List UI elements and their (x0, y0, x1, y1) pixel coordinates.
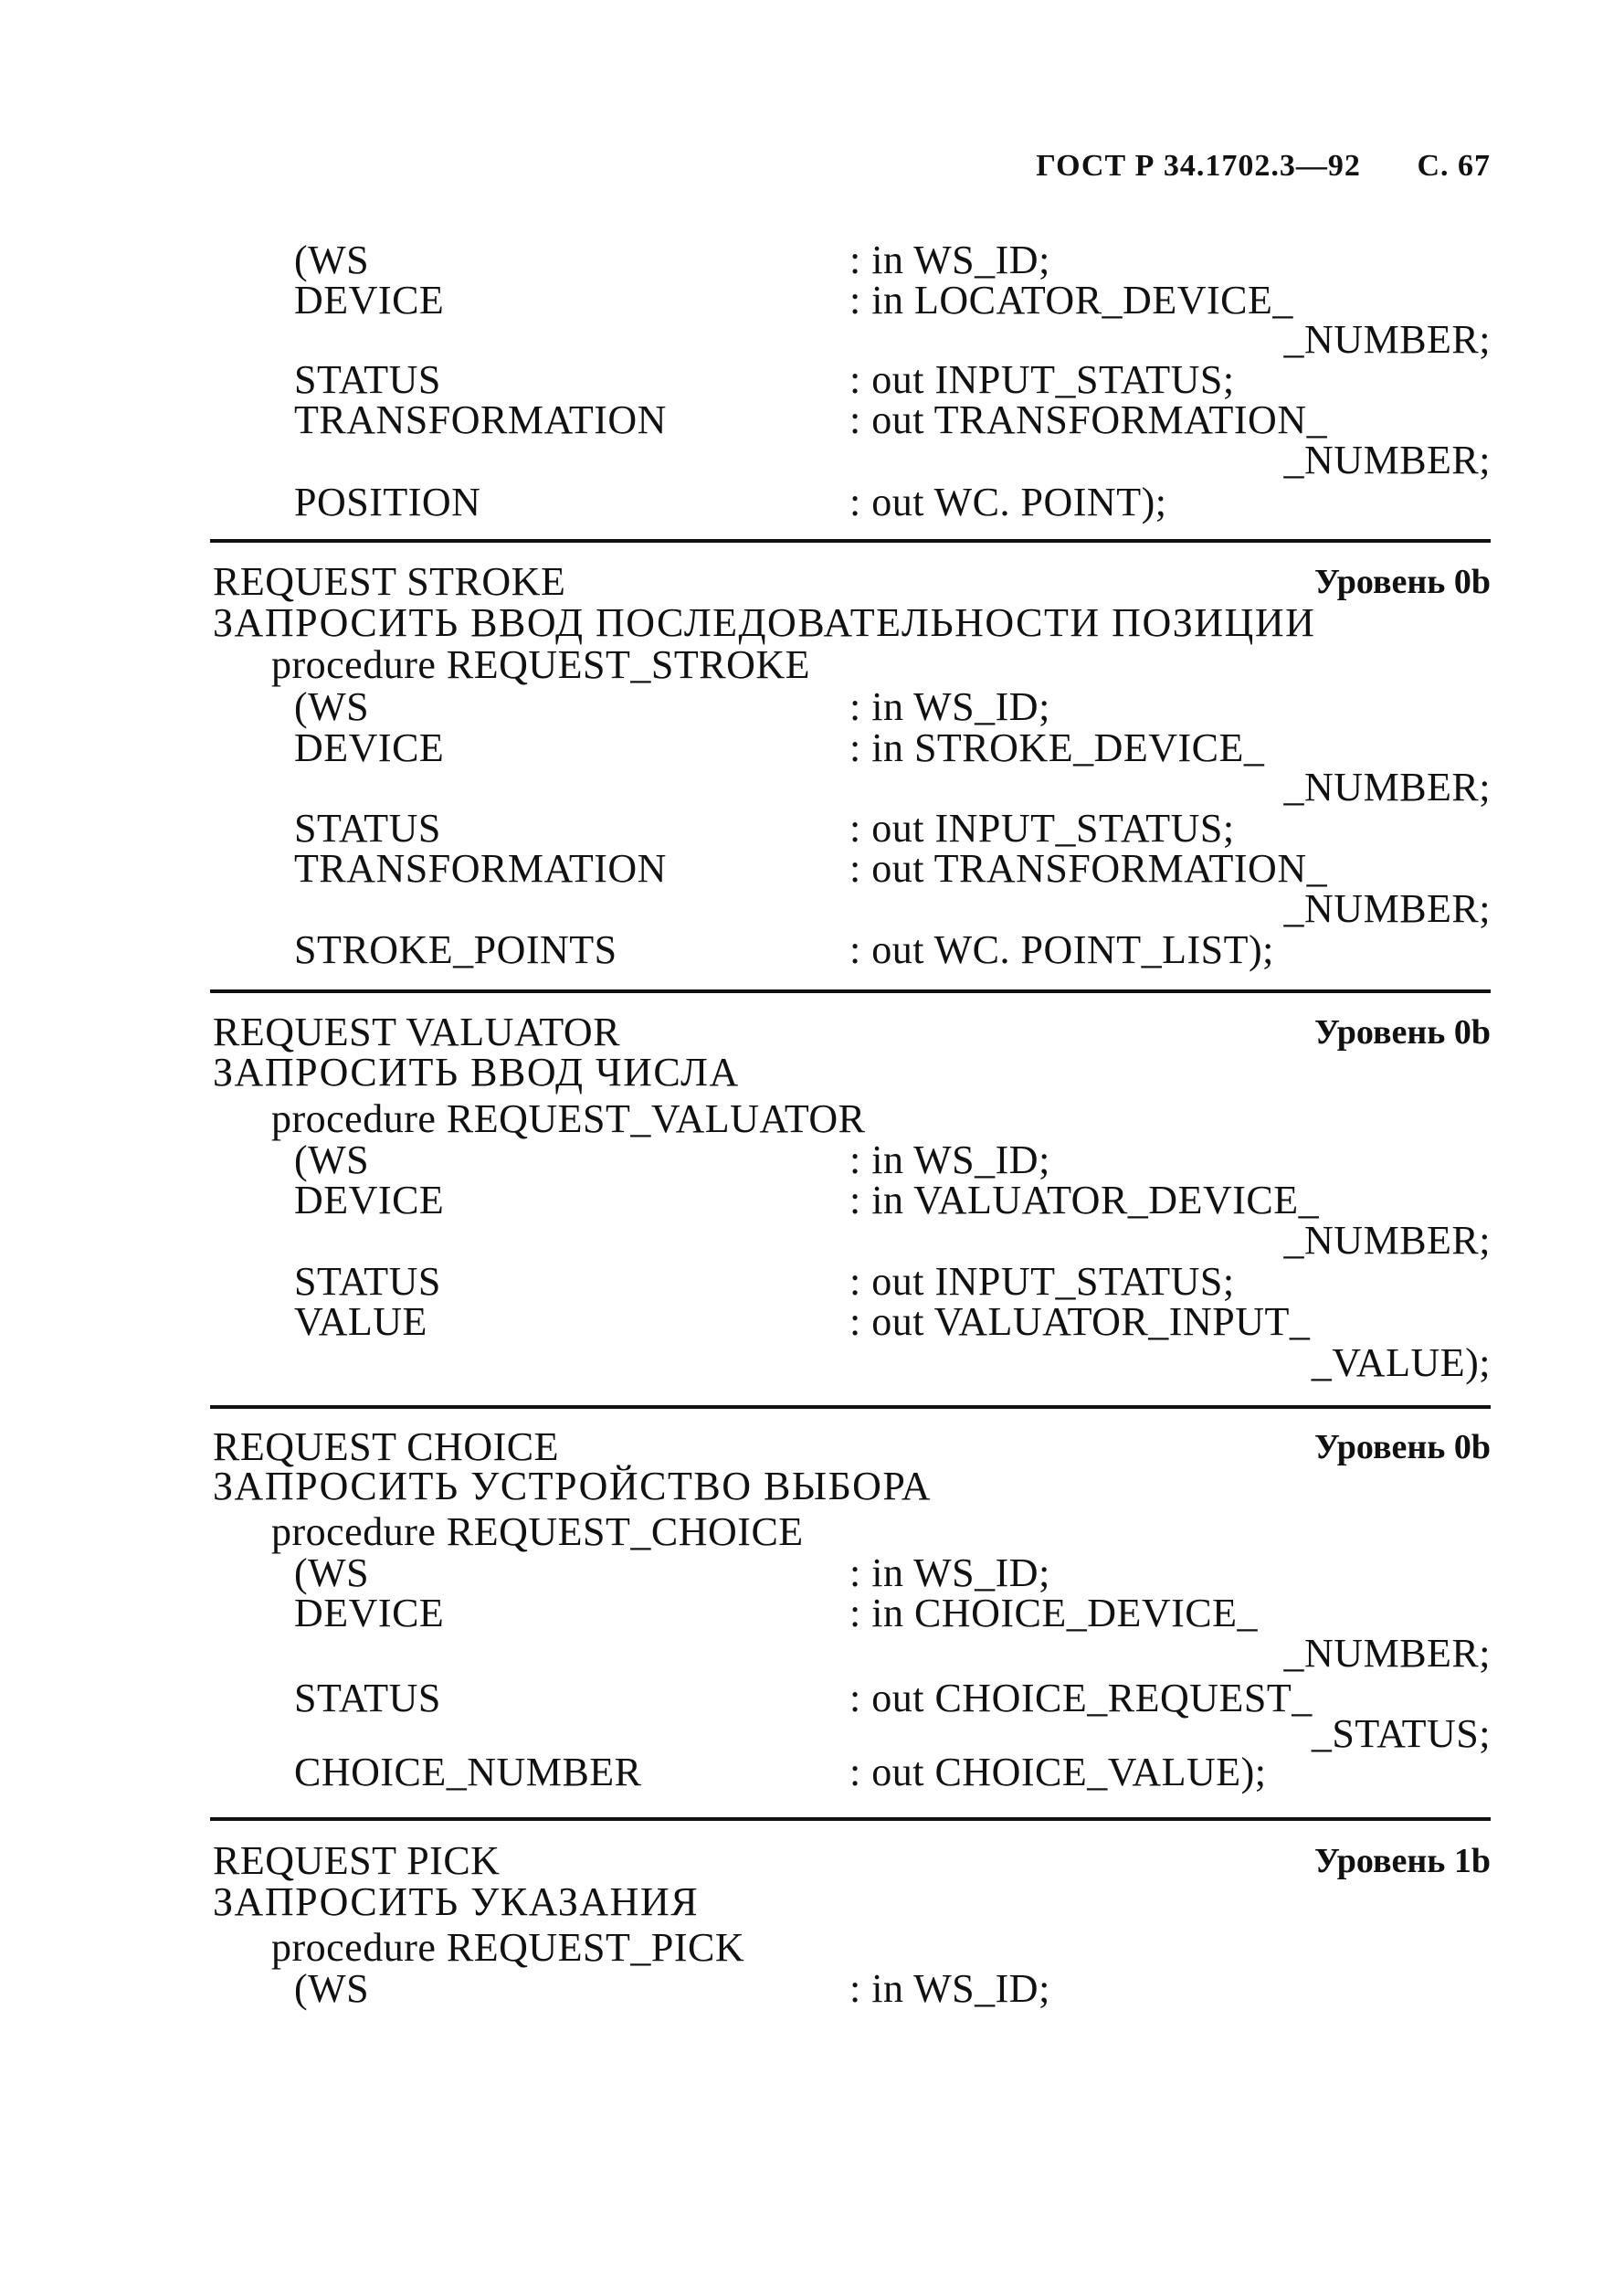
function-name: REQUEST VALUATOR (213, 1010, 621, 1054)
level-label: Уровень 0b (1314, 1428, 1491, 1466)
param-type: : in CHOICE_DEVICE_ (849, 1591, 1259, 1635)
param-name: CHOICE_NUMBER (294, 1750, 642, 1794)
section-divider (210, 1405, 1491, 1409)
param-name: TRANSFORMATION (294, 397, 667, 442)
param-type: : out INPUT_STATUS; (849, 806, 1235, 851)
page-number: С. 67 (1417, 149, 1491, 183)
function-name: REQUEST STROKE (213, 559, 566, 604)
section-divider (210, 1817, 1491, 1821)
param-type-continuation: _STATUS; (1311, 1711, 1491, 1756)
param-name: DEVICE (294, 1591, 445, 1635)
param-name: (WS (294, 1137, 370, 1182)
procedure-declaration: procedure REQUEST_PICK (271, 1925, 745, 1970)
param-name: (WS (294, 1966, 370, 2011)
param-type: : out INPUT_STATUS; (849, 1259, 1235, 1304)
param-type: : out VALUATOR_INPUT_ (849, 1299, 1311, 1344)
param-name: STATUS (294, 357, 441, 402)
param-name: DEVICE (294, 725, 445, 770)
function-name: REQUEST CHOICE (213, 1424, 559, 1469)
param-type-continuation: _NUMBER; (1283, 317, 1491, 362)
param-type: : out CHOICE_VALUE); (849, 1750, 1267, 1794)
param-type-continuation: _NUMBER; (1283, 886, 1491, 931)
param-name: POSITION (294, 480, 481, 524)
param-name: (WS (294, 684, 370, 729)
param-name: STATUS (294, 806, 441, 851)
param-type: : out TRANSFORMATION_ (849, 397, 1328, 442)
param-type-continuation: _NUMBER; (1283, 1218, 1491, 1263)
param-type-continuation: _VALUE); (1311, 1340, 1491, 1385)
page-header (1036, 149, 1491, 184)
param-name: TRANSFORMATION (294, 846, 667, 891)
param-type: : out CHOICE_REQUEST_ (849, 1676, 1313, 1720)
param-type: : in LOCATOR_DEVICE_ (849, 278, 1293, 323)
param-type-continuation: _NUMBER; (1283, 765, 1491, 809)
param-type: : out INPUT_STATUS; (849, 357, 1235, 402)
level-label: Уровень 0b (1314, 563, 1491, 601)
param-type: : in WS_ID; (849, 684, 1050, 729)
param-type: : in WS_ID; (849, 238, 1050, 282)
param-type: : in WS_ID; (849, 1966, 1050, 2011)
procedure-declaration: procedure REQUEST_STROKE (271, 642, 811, 687)
param-name: DEVICE (294, 1178, 445, 1222)
param-name: (WS (294, 238, 370, 282)
param-type-continuation: _NUMBER; (1283, 438, 1491, 482)
param-name: STROKE_POINTS (294, 927, 617, 972)
param-name: DEVICE (294, 278, 445, 323)
param-name: STATUS (294, 1259, 441, 1304)
function-title: ЗАПРОСИТЬ ВВОД ЧИСЛА (213, 1050, 740, 1095)
function-name: REQUEST PICK (213, 1838, 501, 1883)
param-type: : in STROKE_DEVICE_ (849, 725, 1265, 770)
param-name: STATUS (294, 1676, 441, 1720)
param-name: (WS (294, 1550, 370, 1595)
procedure-declaration: procedure REQUEST_CHOICE (271, 1509, 804, 1554)
function-title: ЗАПРОСИТЬ ВВОД ПОСЛЕДОВАТЕЛЬНОСТИ ПОЗИЦИИ (213, 600, 1316, 645)
standard-number: ГОСТ Р 34.1702.3—92 (1036, 149, 1361, 183)
function-title: ЗАПРОСИТЬ УСТРОЙСТВО ВЫБОРА (213, 1464, 933, 1508)
param-type: : out WC. POINT); (849, 480, 1167, 524)
section-divider (210, 539, 1491, 543)
level-label: Уровень 0b (1314, 1013, 1491, 1052)
param-type: : in WS_ID; (849, 1137, 1050, 1182)
param-type: : out WC. POINT_LIST); (849, 927, 1274, 972)
procedure-declaration: procedure REQUEST_VALUATOR (271, 1096, 866, 1141)
param-type: : in VALUATOR_DEVICE_ (849, 1178, 1320, 1222)
param-type: : out TRANSFORMATION_ (849, 846, 1328, 891)
param-type-continuation: _NUMBER; (1283, 1631, 1491, 1676)
param-name: VALUE (294, 1299, 427, 1344)
level-label: Уровень 1b (1314, 1842, 1491, 1880)
function-title: ЗАПРОСИТЬ УКАЗАНИЯ (213, 1879, 700, 1924)
param-type: : in WS_ID; (849, 1550, 1050, 1595)
section-divider (210, 989, 1491, 993)
